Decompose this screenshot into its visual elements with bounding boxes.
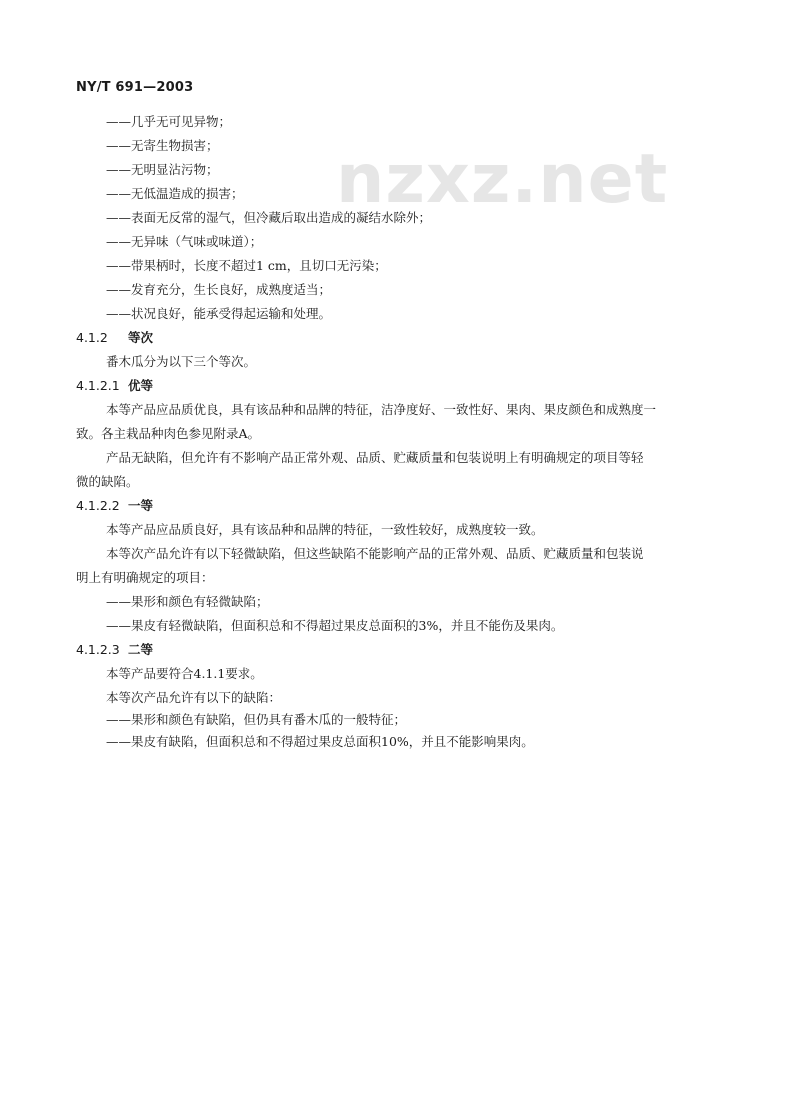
defect-item: ——果皮有轻微缺陷，但面积总和不得超过果皮总面积的3%，并且不能伤及果肉。	[106, 618, 564, 633]
defect-item: ——果皮有缺陷，但面积总和不得超过果皮总面积10%，并且不能影响果肉。	[106, 734, 534, 749]
section-number: 4.1.2	[76, 330, 108, 345]
defect-item: ——果形和颜色有缺陷，但仍具有番木瓜的一般特征；	[106, 712, 407, 727]
section-number: 4.1.2.2	[76, 498, 120, 513]
requirement-item: ——无异味（气味或味道）；	[106, 234, 263, 249]
paragraph: 本等次产品允许有以下的缺陷：	[106, 690, 282, 705]
section-heading-4-1-2-1	[76, 377, 153, 395]
section-title: 等次	[128, 330, 154, 345]
section-number: 4.1.2.1	[76, 378, 120, 393]
paragraph: 本等次产品允许有以下轻微缺陷，但这些缺陷不能影响产品的正常外观、品质、贮藏质量和包装说	[106, 546, 644, 561]
section-heading-4-1-2-2	[76, 497, 153, 515]
section-number: 4.1.2.3	[76, 642, 120, 657]
section-heading-4-1-2	[76, 329, 153, 347]
requirement-item: ——几乎无可见异物；	[106, 114, 232, 129]
paragraph: 本等产品应品质优良，具有该品种和品牌的特征，洁净度好、一致性好、果肉、果皮颜色和成熟度一	[106, 402, 657, 417]
paragraph-continuation: 致。各主栽品种肉色参见附录A。	[76, 426, 261, 441]
paragraph-continuation: 明上有明确规定的项目：	[76, 570, 214, 585]
paragraph-continuation: 微的缺陷。	[76, 474, 139, 489]
section-heading-4-1-2-3	[76, 641, 153, 659]
defect-item: ——果形和颜色有轻微缺陷；	[106, 594, 269, 609]
paragraph: 番木瓜分为以下三个等次。	[106, 354, 257, 369]
requirement-item: ——发育充分，生长良好，成熟度适当；	[106, 282, 332, 297]
section-title: 优等	[128, 378, 154, 393]
requirement-item: ——无低温造成的损害；	[106, 186, 244, 201]
requirement-item: ——表面无反常的湿气，但冷藏后取出造成的凝结水除外；	[106, 210, 432, 225]
watermark: nzxz.net	[336, 140, 669, 219]
paragraph: 产品无缺陷，但允许有不影响产品正常外观、品质、贮藏质量和包装说明上有明确规定的项目等轻	[106, 450, 644, 465]
requirement-item: ——无明显沾污物；	[106, 162, 219, 177]
paragraph: 本等产品应品质良好，具有该品种和品牌的特征，一致性较好，成熟度较一致。	[106, 522, 544, 537]
requirement-item: ——状况良好，能承受得起运输和处理。	[106, 306, 332, 321]
section-title: 二等	[128, 642, 154, 657]
section-title: 一等	[128, 498, 154, 513]
standard-code: NY/T 691—2003	[76, 80, 194, 95]
requirement-item: ——无寄生物损害；	[106, 138, 219, 153]
requirement-item: ——带果柄时，长度不超过1 cm，且切口无污染；	[106, 258, 387, 273]
paragraph: 本等产品要符合4.1.1要求。	[106, 666, 263, 681]
